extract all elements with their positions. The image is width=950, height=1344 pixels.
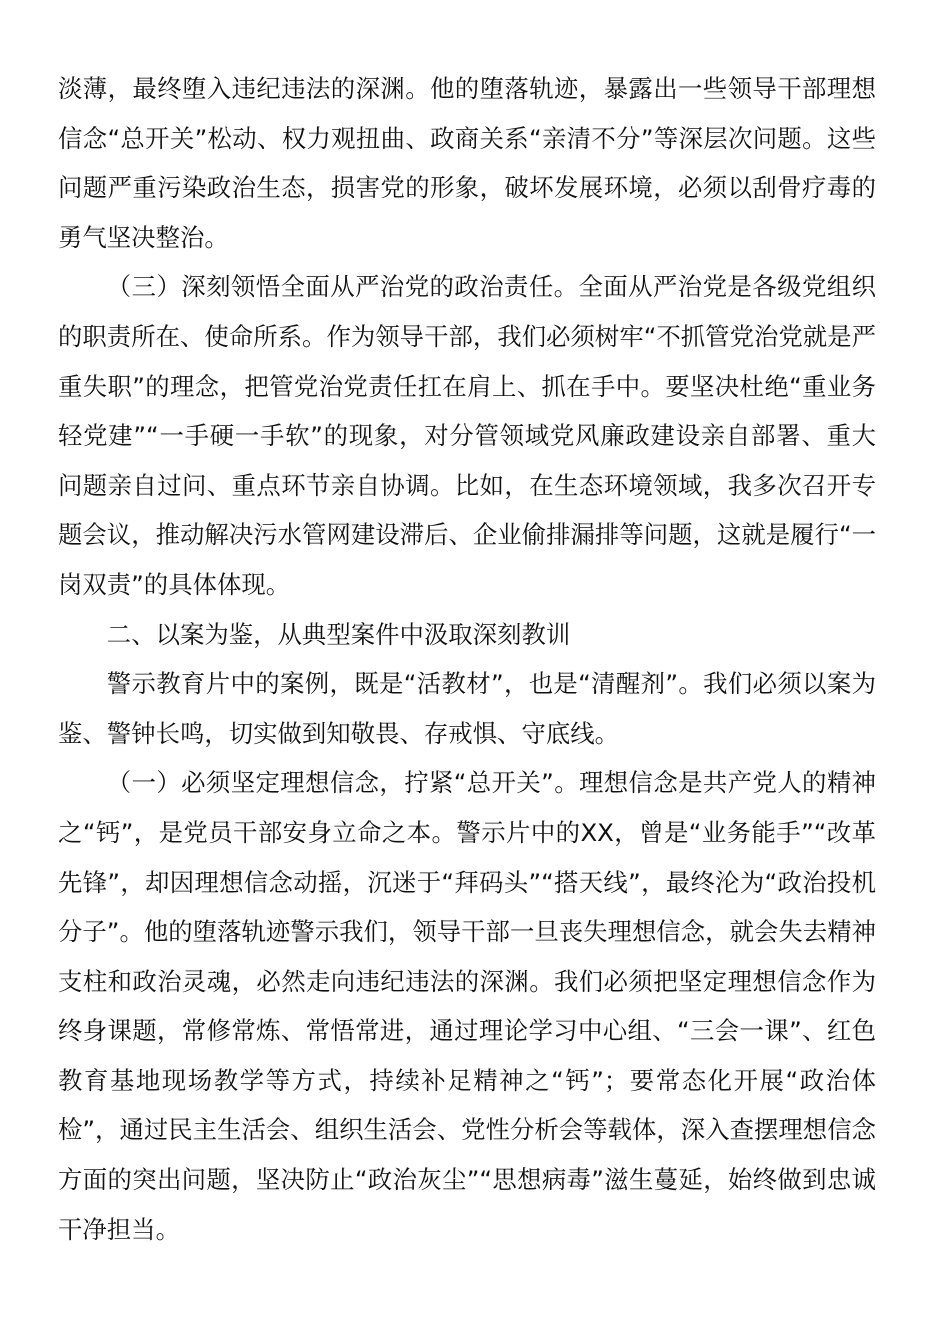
section-heading-two: 二、以案为鉴，从典型案件中汲取深刻教训 — [106, 619, 571, 649]
paragraph-subsection-one: （一）必须坚定理想信念，拧紧“总开关”。理想信念是共产党人的精神之“钙”，是党员干部安身立命之本。警示片中的XX，曾是“业务能手”“改革先锋”，却因理想信念动摇，沉迷于“拜码头”“搭天线”，最终沦为“政治投机分子”。他的堕落轨迹警示我们，领导干部一旦丧失理想信念，就会失去精神支柱和政治灵魂，必然走向违纪违法的深渊。我们必须把坚定理想信念作为终身课题，常修常炼、常悟常进，通过理论学习中心组、“三会一课”、红色教育基地现场教学等方式，持续补足精神之“钙”；要常态化开展“政治体检”，通过民主生活会、组织生活会、党性分析会等载体，深入查摆理想信念方面的突出问题，坚决防止“政治灰尘”“思想病毒”滋生蔓延，始终做到忠诚干净担当。 — [58, 768, 876, 1244]
paragraph-continued: 淡薄，最终堕入违纪违法的深渊。他的堕落轨迹，暴露出一些领导干部理想信念“总开关”松动、权力观扭曲、政商关系“亲清不分”等深层次问题。这些问题严重污染政治生态，损害党的形象，破坏发展环境，必须以刮骨疗毒的勇气坚决整治。 — [58, 74, 876, 252]
paragraph-section-three: （三）深刻领悟全面从严治党的政治责任。全面从严治党是各级党组织的职责所在、使命所系。作为领导干部，我们必须树牢“不抓管党治党就是严重失职”的理念，把管党治党责任扛在肩上、抓在手中。要坚决杜绝“重业务轻党建”“一手硬一手软”的现象，对分管领域党风廉政建设亲自部署、重大问题亲自过问、重点环节亲自协调。比如，在生态环境领域，我多次召开专题会议，推动解决污水管网建设滞后、企业偷排漏排等问题，这就是履行“一岗双责”的具体体现。 — [58, 272, 876, 599]
document-body — [58, 64, 876, 1254]
paragraph-intro: 警示教育片中的案例，既是“活教材”，也是“清醒剂”。我们必须以案为鉴、警钟长鸣，切实做到知敬畏、存戒惧、守底线。 — [58, 669, 876, 748]
